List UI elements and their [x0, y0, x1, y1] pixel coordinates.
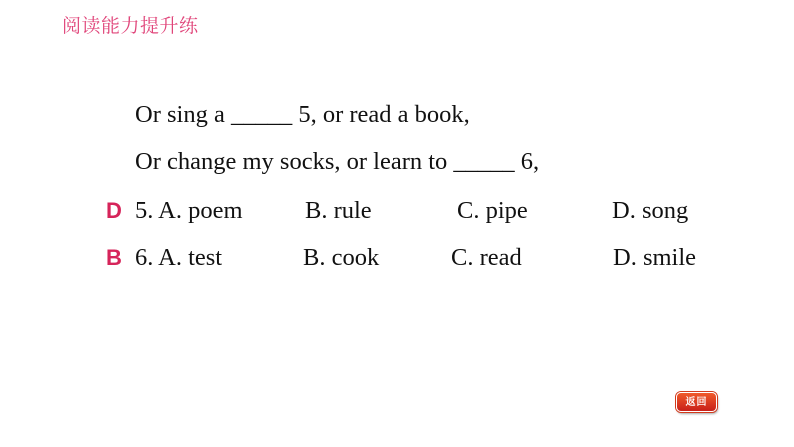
question-6-option-a: 6. A. test: [135, 244, 223, 271]
answer-key-question-5: D: [106, 198, 122, 223]
question-5-option-a: 5. A. poem: [135, 197, 243, 224]
passage-line-1: Or sing a _____ 5, or read a book,: [135, 101, 470, 128]
section-title: 阅读能力提升练: [62, 15, 199, 37]
back-button[interactable]: 返回: [676, 392, 717, 412]
question-5-option-b: B. rule: [305, 197, 372, 224]
question-6-option-d: D. smile: [613, 244, 697, 271]
passage-line-2: Or change my socks, or learn to _____ 6,: [135, 148, 540, 175]
question-5-option-d: D. song: [612, 197, 689, 224]
question-6-option-c: C. read: [451, 244, 522, 271]
answer-key-question-6: B: [106, 245, 122, 270]
question-6-option-b: B. cook: [303, 244, 380, 271]
question-5-option-c: C. pipe: [457, 197, 528, 224]
